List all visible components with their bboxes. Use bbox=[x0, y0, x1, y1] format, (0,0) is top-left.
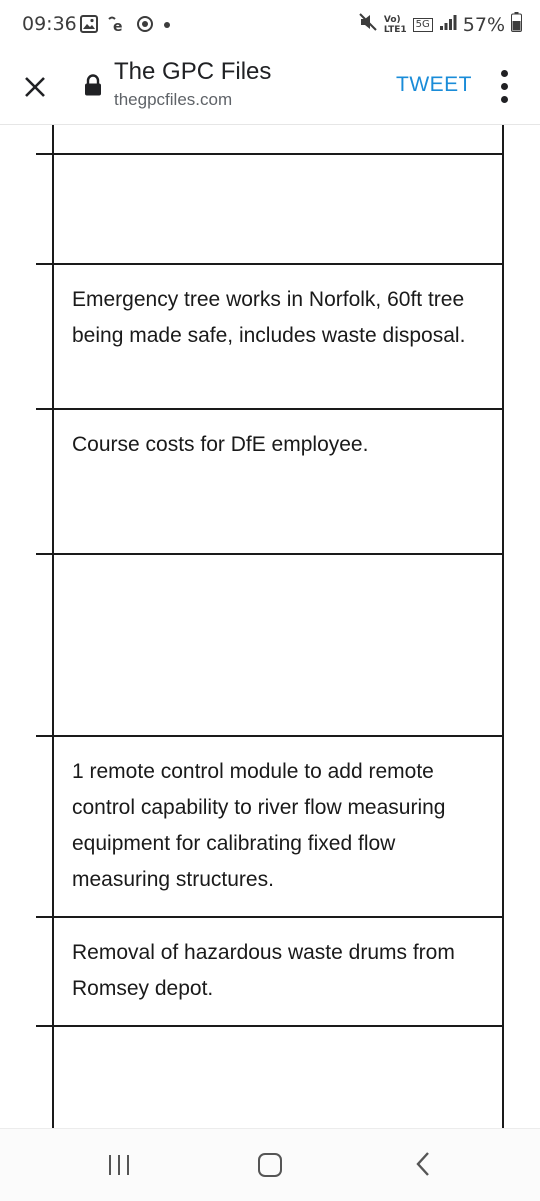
table-row-divider bbox=[36, 408, 504, 410]
volte-label-top: Vo) bbox=[383, 14, 401, 25]
recents-bar bbox=[118, 1155, 120, 1175]
home-icon[interactable] bbox=[258, 1153, 282, 1177]
close-icon bbox=[24, 76, 46, 98]
table-row-divider bbox=[36, 153, 504, 155]
battery-icon bbox=[511, 12, 522, 37]
system-navigation-bar bbox=[0, 1128, 540, 1201]
table-row-divider bbox=[36, 735, 504, 737]
table-row-divider bbox=[36, 916, 504, 918]
battery-percent: 57% bbox=[462, 13, 505, 36]
back-icon[interactable] bbox=[412, 1151, 436, 1177]
table-left-border bbox=[52, 125, 54, 1128]
signal-icon bbox=[439, 13, 457, 36]
svg-text:e: e bbox=[113, 19, 123, 33]
close-button[interactable] bbox=[18, 70, 52, 104]
table-row-divider bbox=[36, 1025, 504, 1027]
status-bar bbox=[0, 0, 540, 52]
expense-table bbox=[0, 125, 540, 1128]
site-url[interactable]: thegpcfiles.com bbox=[114, 90, 233, 109]
table-cell: Course costs for DfE employee. bbox=[72, 433, 369, 456]
recents-bar bbox=[109, 1155, 111, 1175]
table-cell: Removal of hazardous waste drums from Romsey depot. bbox=[72, 941, 455, 1000]
status-time: 09:36 bbox=[22, 13, 77, 35]
table-cell: Emergency tree works in Norfolk, 60ft tree being made safe, includes waste disposal. bbox=[72, 288, 466, 347]
page-title: The GPC Files bbox=[114, 58, 272, 85]
table-right-border bbox=[502, 125, 504, 1128]
sync-icon bbox=[136, 15, 154, 38]
network-5g-icon: 5G bbox=[413, 18, 433, 32]
notification-icons bbox=[80, 15, 172, 38]
gallery-icon bbox=[80, 15, 98, 38]
table-row-divider bbox=[36, 553, 504, 555]
mute-icon bbox=[358, 12, 378, 37]
custom-tab-toolbar bbox=[0, 52, 540, 125]
recents-bar bbox=[127, 1155, 129, 1175]
tweet-button[interactable]: TWEET bbox=[396, 73, 472, 96]
system-status-icons bbox=[358, 12, 522, 37]
more-options-icon[interactable] bbox=[494, 68, 516, 106]
table-row-divider bbox=[36, 263, 504, 265]
lock-icon[interactable] bbox=[84, 74, 102, 96]
more-dot bbox=[501, 96, 508, 103]
volte-icon bbox=[384, 15, 407, 35]
app-e-icon bbox=[106, 15, 128, 38]
more-dot bbox=[501, 83, 508, 90]
more-dot bbox=[501, 70, 508, 77]
recents-icon[interactable] bbox=[108, 1155, 132, 1175]
table-cell: 1 remote control module to add remote control capability to river flow measuring equipment for calibrating fixed flow measuring structures. bbox=[72, 760, 446, 891]
dot-icon bbox=[162, 15, 172, 38]
volte-label-bottom: LTE1 bbox=[383, 24, 407, 35]
